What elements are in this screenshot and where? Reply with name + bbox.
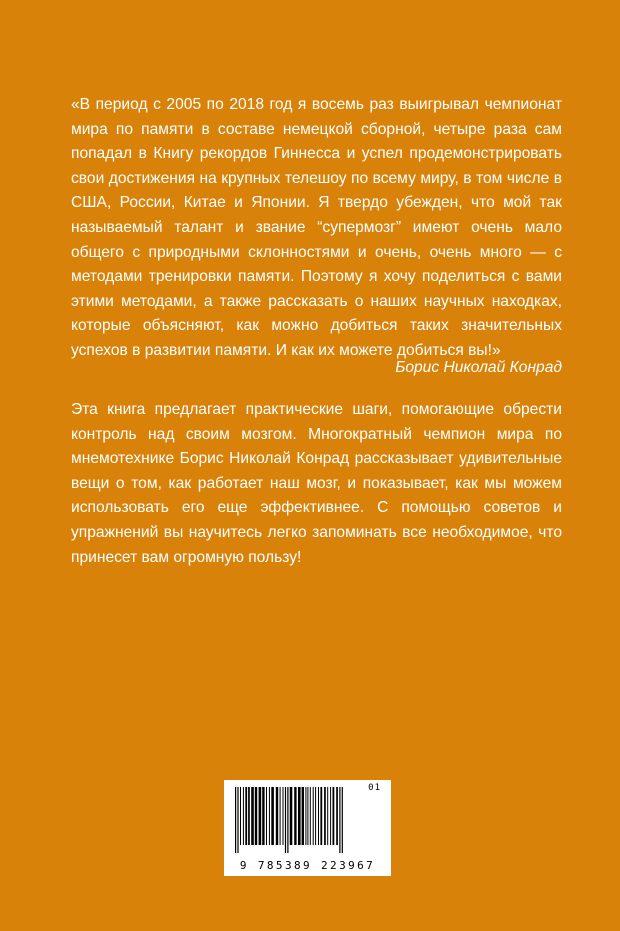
- author-quote: [71, 93, 562, 364]
- barcode-bar: [259, 787, 262, 845]
- barcode-bar: [262, 787, 264, 845]
- barcode-bar: [320, 787, 322, 845]
- barcode-bar: [235, 787, 236, 853]
- barcode-addon-digits: 01: [368, 783, 381, 793]
- barcode-bar: [290, 787, 293, 845]
- barcode-bar: [339, 787, 340, 853]
- barcode-bar: [302, 787, 304, 845]
- barcode-bar: [237, 787, 238, 853]
- barcode-bar: [251, 787, 254, 845]
- barcode-bar: [318, 787, 319, 845]
- barcode-bar: [324, 787, 326, 845]
- barcode-bar: [287, 787, 288, 853]
- barcode-bar: [342, 787, 343, 853]
- quote-text: «В период с 2005 по 2018 год я восемь раз выигрывал чемпионат мира по памяти в составе немецкой сборной, четыре раза сам попадал в Книгу рекордов Гиннесса и успел продемонстрировать свои достижения на крупных телешоу по всему миру, в том числе в США, России, Китае и Японии. Я твердо убежден, что мой так называемый талант и звание “супермозг” имеют очень мало общего с природными склонностями и очень, очень много — с методами тренировки памяти. Поэтому я хочу поделиться с вами этими методами, а также рассказать о наших научных находках, которые объясняют, как можно добиться таких значительных успехов в развитии памяти. И как их можете добиться вы!»: [71, 96, 562, 359]
- barcode-bar: [248, 787, 250, 845]
- barcode-bar: [243, 787, 244, 845]
- barcode-bars: [233, 787, 382, 853]
- book-description: [71, 398, 562, 570]
- barcode-bar: [313, 787, 314, 845]
- barcode-bar: [283, 787, 284, 845]
- barcode-bar: [327, 787, 328, 845]
- barcode-bar: [266, 787, 267, 845]
- barcode-bar: [333, 787, 335, 845]
- barcode-bar: [285, 787, 286, 853]
- isbn-barcode: [224, 780, 391, 876]
- quote-author: Борис Николай Конрад: [395, 359, 562, 376]
- isbn-number: 9 785389 223967: [239, 859, 376, 872]
- barcode-bar: [305, 787, 306, 845]
- barcode-bar: [294, 787, 296, 845]
- description-text: Эта книга предлагает практические шаги, помогающие обрести контроль над своим мозгом. Многократный чемпион мира по мнемотехнике Борис Николай Конрад рассказывает удивительные вещи о том, как работает наш мозг, и показывает, как мы можем использовать его еще эффективнее. С помощью советов и упражнений вы научитесь легко запоминать все необходимое, что принесет вам огромную пользу!: [71, 401, 562, 566]
- barcode-bar: [269, 787, 270, 845]
- barcode-bar: [280, 787, 281, 845]
- barcode-bar: [330, 787, 331, 845]
- barcode-bar: [298, 787, 301, 845]
- barcode-bar: [240, 787, 241, 845]
- barcode-bar: [307, 787, 308, 845]
- barcode-bar: [245, 787, 247, 845]
- barcode-bar: [276, 787, 278, 845]
- barcode-bar: [336, 787, 338, 845]
- barcode-bar: [310, 787, 311, 845]
- barcode-bar: [255, 787, 257, 845]
- barcode-bar: [271, 787, 274, 845]
- barcode-bar: [315, 787, 316, 845]
